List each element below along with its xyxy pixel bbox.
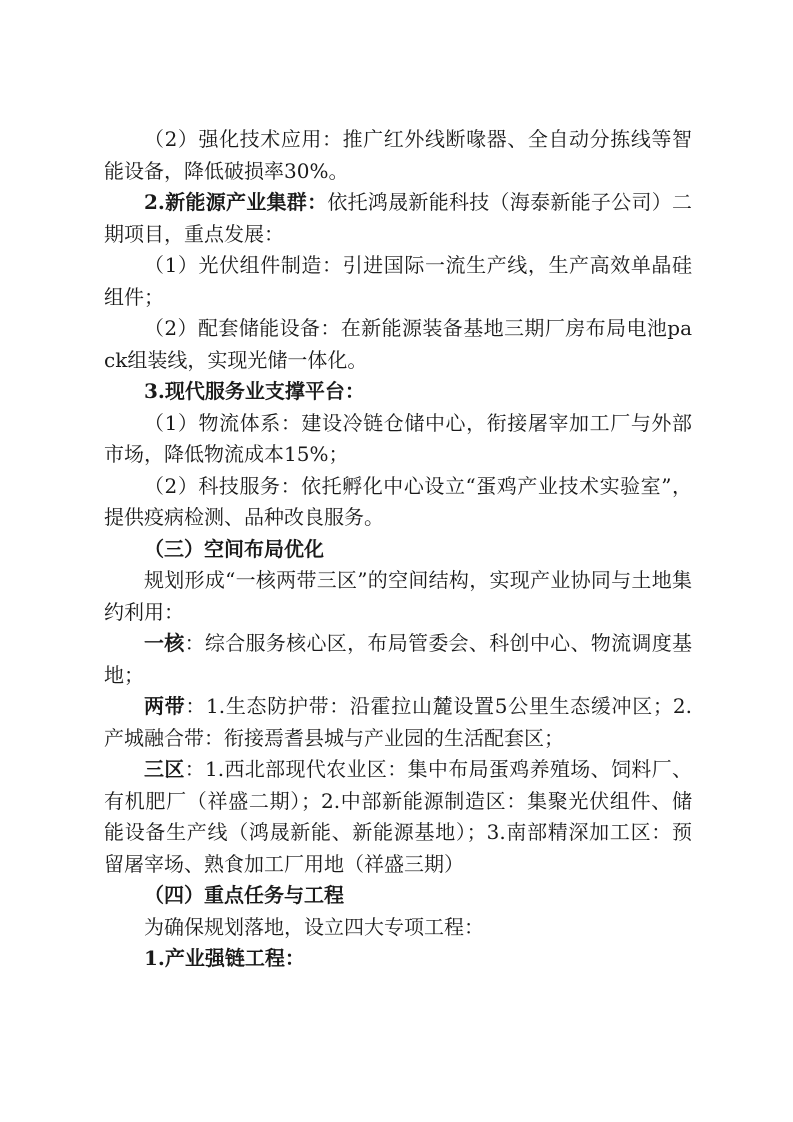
- label-three-zones: 三区: [144, 757, 185, 781]
- label-one-core: 一核: [144, 631, 185, 655]
- text-three-zones: ：1.西北部现代农业区：集中布局蛋鸡养殖场、饲料厂、有机肥厂（祥盛二期）；2.中部新能源制造区：集聚光伏组件、储能设备生产线（鸿晟新能、新能源基地）；3.南部精深加工区：预留屠宰场、熟食加工厂用地（祥盛三期）: [104, 757, 692, 876]
- paragraph-three-zones: [104, 754, 692, 880]
- section-heading-key-tasks: （四）重点任务与工程: [144, 883, 344, 907]
- heading-new-energy-cluster: 2.新能源产业集群：: [144, 190, 328, 214]
- paragraph-tech-services: （2）科技服务：依托孵化中心设立“蛋鸡产业技术实验室”，提供疫病检测、品种改良服务。: [104, 473, 692, 529]
- text-one-core: ：综合服务核心区，布局管委会、科创中心、物流调度基地；: [104, 631, 693, 687]
- paragraph-logistics: （1）物流体系：建设冷链仓储中心，衔接屠宰加工厂与外部市场，降低物流成本15%；: [104, 410, 692, 466]
- paragraph-four-projects: 为确保规划落地，设立四大专项工程：: [144, 914, 484, 939]
- paragraph-new-energy-cluster: [104, 187, 692, 250]
- section-heading-spatial-layout: （三）空间布局优化: [144, 536, 324, 561]
- paragraph-spatial-structure: 规划形成“一核两带三区”的空间结构，实现产业协同与土地集约利用：: [104, 568, 692, 624]
- heading-industry-chain-project: 1.产业强链工程：: [144, 946, 305, 970]
- text-two-belts: ：1.生态防护带：沿霍拉山麓设置5公里生态缓冲区；2.产城融合带：衔接焉耆县城与产业园的生活配套区；: [104, 694, 693, 750]
- label-two-belts: 两带: [144, 694, 186, 718]
- paragraph-pv-modules: （1）光伏组件制造：引进国际一流生产线，生产高效单晶硅组件；: [104, 253, 692, 309]
- paragraph-tech-application: （2）强化技术应用：推广红外线断喙器、全自动分拣线等智能设备，降低破损率30%。: [104, 127, 692, 183]
- heading-modern-services: 3.现代服务业支撑平台：: [144, 379, 365, 403]
- paragraph-energy-storage: （2）配套储能设备：在新能源装备基地三期厂房布局电池pack组装线，实现光储一体化。: [104, 316, 692, 372]
- document-page: [104, 124, 692, 975]
- paragraph-two-belts: [104, 691, 692, 754]
- paragraph-one-core: [104, 628, 692, 691]
- text-new-energy-cluster: 依托鸿晟新能科技（海泰新能子公司）二期项目，重点发展：: [104, 190, 692, 246]
